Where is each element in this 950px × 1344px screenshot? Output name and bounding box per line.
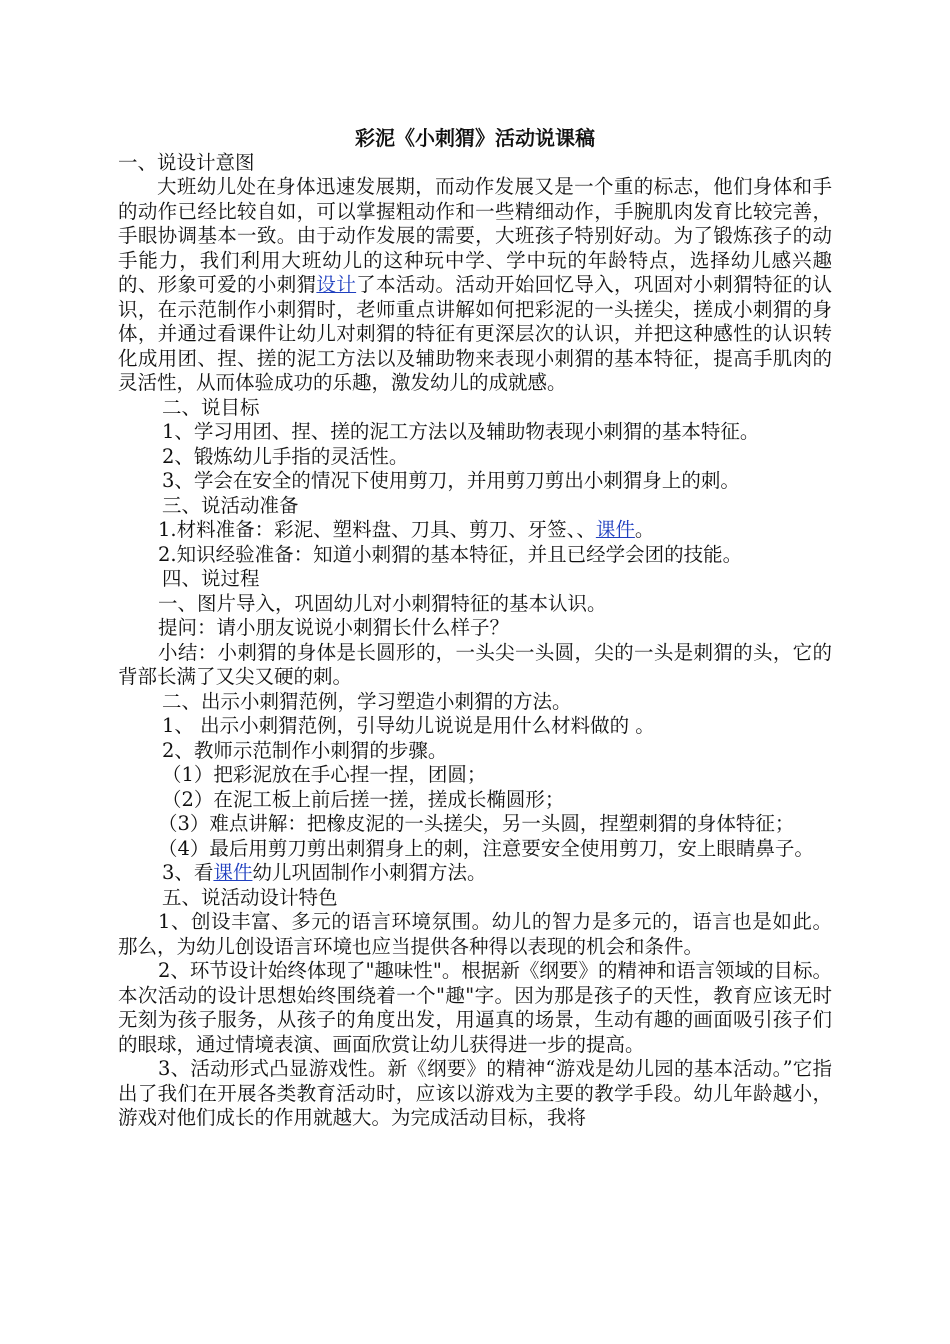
process-substep: （2）在泥工板上前后搓一搓，搓成长椭圆形； (162, 787, 565, 811)
goal-item: 1、学习用团、捏、搓的泥工方法以及辅助物表现小刺猬的基本特征。 (162, 420, 760, 443)
section-5-heading: 五、说活动设计特色 (162, 885, 338, 909)
feature-paragraph: 1、创设丰富、多元的语言环境氛围。幼儿的智力是多元的，语言也是如此。那么，为幼儿创设语言环境也应当提供各种得以表现的机会和条件。 (118, 910, 832, 958)
process-summary: 小结：小刺猬的身体是长圆形的，一头尖一头圆，尖的一头是刺猬的头，它的背部长满了又尖又硬的刺。 (118, 640, 832, 688)
document-title: 彩泥《小刺猬》活动说课稿 (355, 126, 595, 150)
section-4-heading: 四、说过程 (162, 567, 260, 590)
design-link[interactable]: 设计 (316, 273, 357, 296)
process-step-2: 二、出示小刺猬范例，学习塑造小刺猬的方法。 (162, 689, 572, 713)
prep-item-knowledge: 2.知识经验准备：知道小刺猬的基本特征，并且已经学会团的技能。 (158, 542, 743, 566)
section-1-text-a: 大班幼儿处在身体迅速发展期，而动作发展又是一个重的标志，他们身体和手的动作已经比较自如，可以掌握粗动作和一些精细动作，手腕肌肉发育比较完善，手眼协调基本一致。由于动作发展的需要，大班孩子特别好动。为了锻炼孩子的动手能力，我们利用大班幼儿的这种玩中学、学中玩的年龄特点，选择幼儿感兴趣的、形象可爱的小刺猬 (118, 175, 832, 296)
document-page (118, 126, 832, 1131)
section-2-heading: 二、说目标 (162, 395, 260, 419)
section-1-heading: 一、说设计意图 (118, 150, 255, 174)
process-substep: （1）把彩泥放在手心捏一捏，团圆； (162, 763, 487, 786)
process-sub-3-text-a: 3、看 (162, 861, 214, 884)
process-step-1: 一、图片导入，巩固幼儿对小刺猬特征的基本认识。 (158, 591, 607, 615)
section-1-text-b: 了本活动。活动开始回忆导入，巩固对小刺猬特征的认识，在示范制作小刺猬时，老师重点讲解如何把彩泥的一头搓尖，搓成小刺猬的身体，并通过看课件让幼儿对刺猬的特征有更深层次的认识，并把这种感性的认识转化成用团、捏、搓的泥工方法以及辅助物来表现小刺猬的基本特征，提高手肌肉的灵活性，从而体验成功的乐趣，激发幼儿的成就感。 (118, 273, 832, 394)
prep-materials-end: 。 (634, 518, 655, 541)
feature-paragraph: 3、活动形式凸显游戏性。新《纲要》的精神“游戏是幼儿园的基本活动。”它指出了我们在开展各类教育活动时，应该以游戏为主要的教学手段。幼儿年龄越小，游戏对他们成长的作用就越大。为完成活动目标，我将 (118, 1057, 832, 1129)
process-sub-3-text-b: 幼儿巩固制作小刺猬方法。 (252, 861, 487, 884)
goal-item: 3、学会在安全的情况下使用剪刀，并用剪刀剪出小刺猬身上的刺。 (162, 469, 740, 492)
process-sub-2: 2、教师示范制作小刺猬的步骤。 (162, 738, 448, 762)
process-sub-3 (118, 861, 832, 886)
prep-item-materials (118, 518, 832, 543)
courseware-link[interactable]: 课件 (595, 518, 635, 541)
feature-paragraph: 2、环节设计始终体现了"趣味性"。根据新《纲要》的精神和语言领域的目标。本次活动的设计思想始终围绕着一个"趣"字。因为那是孩子的天性，教育应该无时无刻为孩子服务，从孩子的角度出发，用逼真的场景，生动有趣的画面吸引孩子们的眼球，通过情境表演、画面欣赏让幼儿获得进一步的提高。 (118, 959, 832, 1056)
section-3-heading: 三、说活动准备 (162, 493, 299, 517)
section-1-paragraph (118, 175, 832, 396)
courseware-link[interactable]: 课件 (213, 861, 253, 884)
goal-item: 2、锻炼幼儿手指的灵活性。 (162, 444, 409, 468)
prep-materials-text: 1.材料准备：彩泥、塑料盘、刀具、剪刀、牙签、、 (158, 518, 596, 541)
process-substep: （3）难点讲解：把橡皮泥的一头搓尖，另一头圆，捏塑刺猬的身体特征； (158, 812, 795, 835)
process-sub-1: 1、 出示小刺猬范例，引导幼儿说说是用什么材料做的 。 (162, 714, 655, 737)
process-question: 提问：请小朋友说说小刺猬长什么样子？ (158, 616, 510, 639)
process-substep: （4）最后用剪刀剪出刺猬身上的刺，注意要安全使用剪刀，安上眼睛鼻子。 (158, 836, 814, 860)
